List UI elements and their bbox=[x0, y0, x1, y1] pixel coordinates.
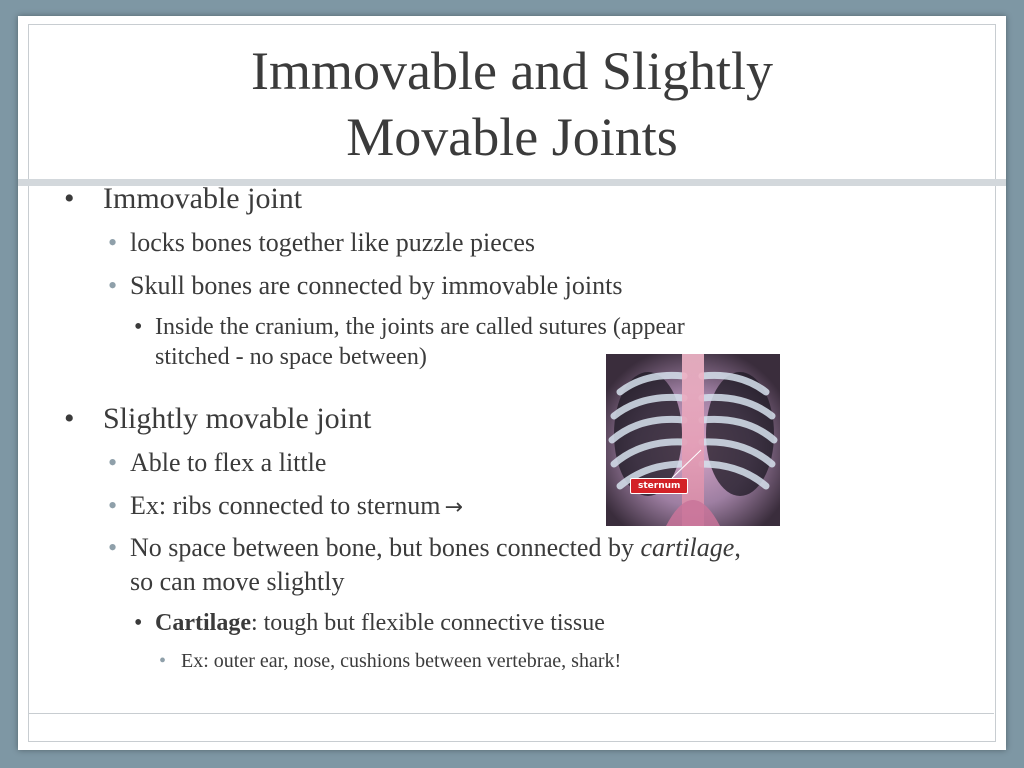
bullet-dot: • bbox=[108, 533, 118, 562]
title-line-1: Immovable and Slightly bbox=[251, 41, 773, 101]
xray-illustration bbox=[606, 354, 780, 526]
bullet-dot: • bbox=[108, 448, 118, 477]
cartilage-term: Cartilage bbox=[155, 610, 251, 636]
bullet-nospace-line-2: so can move slightly bbox=[130, 567, 345, 596]
bullet-dot: • bbox=[108, 271, 118, 300]
title-line-2: Movable Joints bbox=[346, 107, 678, 167]
bullet-ex-outer: Ex: outer ear, nose, cushions between vertebrae, shark! bbox=[181, 650, 622, 672]
bullet-flex: Able to flex a little bbox=[130, 448, 327, 477]
sternum-label: sternum bbox=[630, 478, 688, 494]
bullet-dot: • bbox=[134, 610, 143, 636]
bullet-skull: Skull bones are connected by immovable joints bbox=[130, 271, 623, 300]
nospace-comma: , bbox=[734, 533, 741, 562]
bullet-ex-ribs-text: Ex: ribs connected to sternum bbox=[130, 491, 441, 520]
bullet-dot: • bbox=[64, 402, 75, 435]
bullet-cartilage bbox=[155, 610, 605, 637]
cartilage-definition: : tough but flexible connective tissue bbox=[250, 610, 605, 636]
bullet-dot: • bbox=[134, 314, 143, 340]
bullet-inside-line-1: Inside the cranium, the joints are called sutures (appear bbox=[155, 314, 685, 340]
bullet-nospace-line-1 bbox=[130, 533, 741, 563]
slide bbox=[18, 16, 1006, 750]
bullet-immovable: Immovable joint bbox=[103, 182, 303, 215]
bullet-inside-line-2: stitched - no space between) bbox=[155, 344, 427, 370]
bullet-dot: • bbox=[159, 650, 167, 672]
chest-xray-image bbox=[606, 354, 780, 526]
cartilage-emphasis: cartilage bbox=[640, 533, 735, 562]
arrow-right-icon: → bbox=[444, 495, 463, 520]
bullet-locks: locks bones together like puzzle pieces bbox=[130, 228, 536, 257]
bullet-dot: • bbox=[108, 491, 118, 520]
bullet-dot: • bbox=[64, 182, 75, 215]
bullet-ex-ribs bbox=[130, 491, 463, 521]
bullet-dot: • bbox=[108, 228, 118, 257]
nospace-text: No space between bone, but bones connected by bbox=[130, 533, 641, 562]
bullet-slightly: Slightly movable joint bbox=[103, 402, 372, 435]
slide-body bbox=[18, 16, 1006, 750]
